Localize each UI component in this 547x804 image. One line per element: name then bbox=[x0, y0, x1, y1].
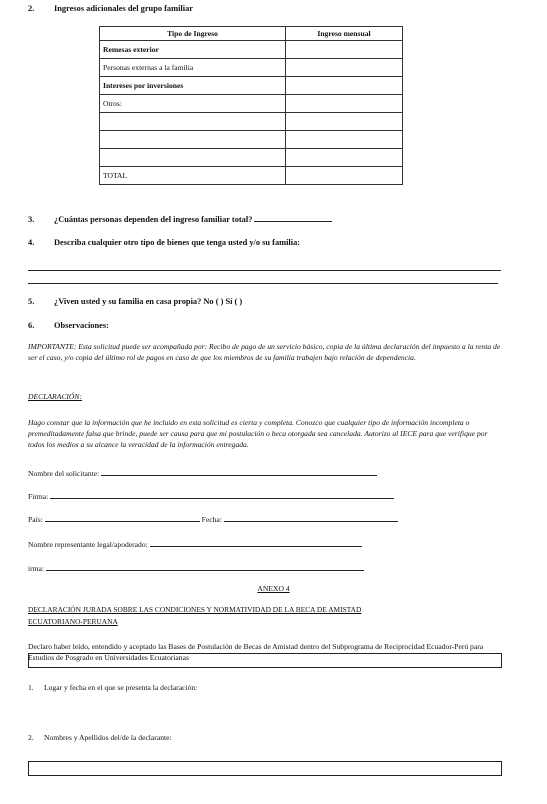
declarant-name-label: Nombres y Apellidos del/de la declarante: bbox=[44, 733, 172, 742]
table-row bbox=[100, 113, 403, 131]
signature-line[interactable] bbox=[50, 489, 394, 499]
declaration-input-box[interactable] bbox=[28, 653, 502, 668]
section-number: 2. bbox=[28, 4, 35, 13]
legal-rep-label: Nombre representante legal/apoderado: bbox=[28, 540, 148, 549]
applicant-name-line[interactable] bbox=[101, 466, 377, 476]
section-number: 4. bbox=[28, 238, 35, 247]
date-line[interactable] bbox=[224, 512, 398, 522]
important-note: IMPORTANTE: Esta solicitud puede ser acompañada por: Recibo de pago de un servicio básico, copia de la última declaración del impuesto a la renta de ser el caso, y/o copia del último rol de pagos en caso de que los miembros de su familia trabajen bajo relación de dependencia. bbox=[28, 342, 501, 362]
income-type-cell: Personas externas a la familia bbox=[100, 59, 286, 77]
table-header-row bbox=[100, 27, 403, 41]
signature-field bbox=[28, 489, 394, 501]
item-number: 2. bbox=[28, 733, 34, 742]
annex-item-2 bbox=[28, 733, 172, 742]
section-4 bbox=[28, 238, 300, 247]
monthly-income-cell[interactable] bbox=[286, 41, 403, 59]
monthly-income-cell[interactable] bbox=[286, 167, 403, 185]
table-row bbox=[100, 149, 403, 167]
monthly-income-cell[interactable] bbox=[286, 113, 403, 131]
annex-title: ANEXO 4 bbox=[257, 584, 290, 593]
annex-heading-line-1: DECLARACIÓN JURADA SOBRE LAS CONDICIONES Y NORMATIVIDAD DE LA BECA DE AMISTAD bbox=[28, 605, 362, 614]
section-5 bbox=[28, 297, 242, 306]
country-date-field bbox=[28, 512, 398, 524]
income-type-cell bbox=[100, 149, 286, 167]
section-3 bbox=[28, 212, 332, 224]
income-table bbox=[99, 26, 403, 185]
header-income-type: Tipo de Ingreso bbox=[100, 27, 286, 41]
table-row bbox=[100, 41, 403, 59]
section-6 bbox=[28, 321, 109, 330]
table-row bbox=[100, 167, 403, 185]
monthly-income-cell[interactable] bbox=[286, 95, 403, 113]
annex-heading-line-2: ECUATORIANO-PERUANA bbox=[28, 617, 118, 626]
applicant-name-field bbox=[28, 466, 377, 478]
section-2-heading bbox=[28, 4, 193, 13]
observations-label: Observaciones: bbox=[54, 321, 109, 330]
annex-heading bbox=[28, 604, 361, 628]
section-title: Ingresos adicionales del grupo familiar bbox=[54, 4, 193, 13]
signature2-line[interactable] bbox=[46, 561, 364, 571]
annex-item-1 bbox=[28, 683, 197, 692]
legal-rep-field bbox=[28, 537, 362, 549]
table-row bbox=[100, 95, 403, 113]
signature-label: Firma: bbox=[28, 492, 49, 501]
section-number: 5. bbox=[28, 297, 35, 306]
header-monthly-income: Ingreso mensual bbox=[286, 27, 403, 41]
income-type-cell: TOTAL bbox=[100, 167, 286, 185]
place-date-label: Lugar y fecha en el que se presenta la declaración: bbox=[44, 683, 198, 692]
table-row bbox=[100, 77, 403, 95]
section-number: 6. bbox=[28, 321, 35, 330]
signature2-field bbox=[28, 561, 364, 573]
monthly-income-cell[interactable] bbox=[286, 77, 403, 95]
annex-title-wrap bbox=[0, 584, 547, 593]
declaration-text: Hago constar que la información que he incluido en esta solicitud es cierta y completa. Conozco que cualquier tipo de información incompleta o premeditadamente falsa que brinde, puede ser causa para que mi postulación o beca otorgada sea cancelada. Autorizo al IECE para que verifique por todos los medios a su alcance la veracidad de la información entregada. bbox=[28, 418, 488, 449]
income-type-cell: Remesas exterior bbox=[100, 41, 286, 59]
declarant-name-box[interactable] bbox=[28, 761, 502, 776]
dependents-answer-line[interactable] bbox=[254, 212, 332, 222]
applicant-name-label: Nombre del solicitante: bbox=[28, 469, 100, 478]
assets-question: Describa cualquier otro tipo de bienes que tenga usted y/o su familia: bbox=[54, 238, 301, 247]
monthly-income-cell[interactable] bbox=[286, 131, 403, 149]
dependents-question: ¿Cuántas personas dependen del ingreso familiar total? bbox=[54, 215, 253, 224]
section-number: 3. bbox=[28, 215, 35, 224]
income-type-cell: Otros: bbox=[100, 95, 286, 113]
legal-rep-line[interactable] bbox=[150, 537, 362, 547]
country-label: País: bbox=[28, 515, 43, 524]
annex-intro: Declaro haber leído, entendido y aceptado las Bases de Postulación de Becas de Amistad dentro del Subprograma de Reciprocidad Ecuador-Perú para Estudios de Posgrado en Universidades Ecuatorianas bbox=[28, 642, 484, 662]
income-type-cell bbox=[100, 113, 286, 131]
monthly-income-cell[interactable] bbox=[286, 149, 403, 167]
item-number: 1. bbox=[28, 683, 34, 692]
income-type-cell: Intereses por inversiones bbox=[100, 77, 286, 95]
table-row bbox=[100, 59, 403, 77]
signature2-label: irma: bbox=[28, 564, 45, 573]
date-label: Fecha: bbox=[201, 515, 222, 524]
declaration-title: DECLARACIÓN: bbox=[28, 392, 82, 401]
income-type-cell bbox=[100, 131, 286, 149]
assets-answer-line-1[interactable] bbox=[28, 270, 501, 271]
table-row bbox=[100, 131, 403, 149]
country-line[interactable] bbox=[45, 512, 200, 522]
monthly-income-cell[interactable] bbox=[286, 59, 403, 77]
own-house-question: ¿Viven usted y su familia en casa propia? No ( ) Sí ( ) bbox=[54, 297, 243, 306]
assets-answer-line-2[interactable] bbox=[28, 283, 498, 284]
